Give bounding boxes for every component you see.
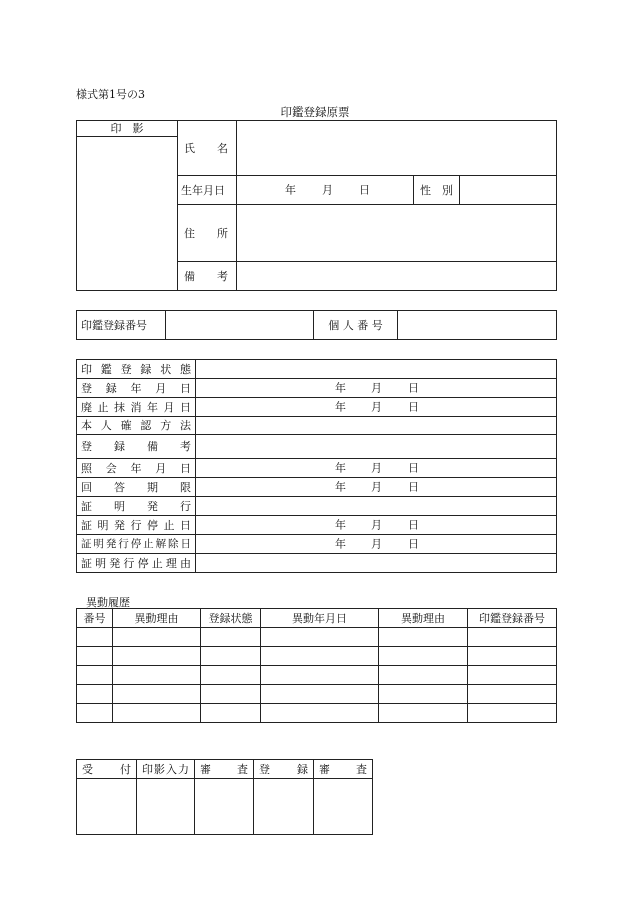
personal-number-label: 個 人 番 号 bbox=[314, 311, 398, 340]
history-cell[interactable] bbox=[261, 647, 379, 666]
remarks-field[interactable] bbox=[237, 262, 557, 291]
status-label: 登録備考 bbox=[77, 435, 196, 459]
history-cell[interactable] bbox=[77, 666, 113, 685]
form-title: 印鑑登録原票 bbox=[280, 105, 350, 119]
history-cell[interactable] bbox=[468, 628, 557, 647]
history-col-header: 異動理由 bbox=[379, 609, 468, 628]
history-row bbox=[77, 685, 557, 704]
registration-number-label: 印鑑登録番号 bbox=[77, 311, 166, 340]
status-label: 証明発行停止理由 bbox=[77, 554, 196, 573]
history-cell[interactable] bbox=[77, 704, 113, 723]
date-year-label: 年 bbox=[335, 461, 346, 475]
history-cell[interactable] bbox=[379, 666, 468, 685]
workflow-stamp-cell[interactable] bbox=[314, 779, 373, 835]
history-cell[interactable] bbox=[379, 704, 468, 723]
status-label: 廃止抹消年月日 bbox=[77, 398, 196, 417]
status-value[interactable] bbox=[196, 417, 557, 435]
date-year-label: 年 bbox=[335, 518, 346, 532]
history-cell[interactable] bbox=[261, 628, 379, 647]
history-cell[interactable] bbox=[113, 666, 201, 685]
workflow-header: 審 査 bbox=[314, 760, 373, 779]
birth-label: 生年月日 bbox=[178, 176, 237, 205]
history-cell[interactable] bbox=[77, 647, 113, 666]
status-row bbox=[77, 459, 557, 478]
date-month-label: 月 bbox=[371, 480, 382, 494]
name-label: 氏 名 bbox=[178, 121, 237, 176]
remarks-label: 備 考 bbox=[178, 262, 237, 291]
status-row bbox=[77, 435, 557, 459]
history-cell[interactable] bbox=[201, 628, 261, 647]
history-cell[interactable] bbox=[113, 704, 201, 723]
name-field[interactable] bbox=[237, 121, 557, 176]
date-year-label: 年 bbox=[335, 480, 346, 494]
history-heading: 異動履歴 bbox=[86, 596, 130, 609]
number-table bbox=[76, 310, 557, 340]
history-cell[interactable] bbox=[201, 704, 261, 723]
date-month-label: 月 bbox=[371, 381, 382, 395]
status-value[interactable] bbox=[196, 535, 557, 554]
workflow-stamp-cell[interactable] bbox=[195, 779, 254, 835]
status-value[interactable] bbox=[196, 435, 557, 459]
status-row bbox=[77, 535, 557, 554]
date-day-label: 日 bbox=[408, 537, 419, 551]
history-row bbox=[77, 666, 557, 685]
date-month-label: 月 bbox=[371, 400, 382, 414]
status-row bbox=[77, 497, 557, 516]
history-col-header: 登録状態 bbox=[201, 609, 261, 628]
status-value[interactable] bbox=[196, 398, 557, 417]
history-table bbox=[76, 608, 557, 723]
history-cell[interactable] bbox=[201, 666, 261, 685]
status-label: 証明発行停止解除日 bbox=[77, 535, 196, 554]
status-row bbox=[77, 360, 557, 379]
registration-number-field[interactable] bbox=[166, 311, 314, 340]
inkan-label: 印 影 bbox=[77, 121, 178, 137]
personal-number-field[interactable] bbox=[398, 311, 557, 340]
status-row bbox=[77, 516, 557, 535]
history-cell[interactable] bbox=[261, 704, 379, 723]
history-row bbox=[77, 628, 557, 647]
workflow-stamp-cell[interactable] bbox=[254, 779, 314, 835]
birth-month-label: 月 bbox=[322, 183, 333, 197]
status-row bbox=[77, 417, 557, 435]
workflow-stamp-cell[interactable] bbox=[77, 779, 137, 835]
status-label: 回答期限 bbox=[77, 478, 196, 497]
history-col-header: 番号 bbox=[77, 609, 113, 628]
inkan-stamp-area[interactable] bbox=[77, 137, 178, 291]
workflow-header: 登 録 bbox=[254, 760, 314, 779]
date-day-label: 日 bbox=[408, 480, 419, 494]
workflow-header: 印影入力 bbox=[137, 760, 195, 779]
history-cell[interactable] bbox=[379, 647, 468, 666]
history-cell[interactable] bbox=[468, 685, 557, 704]
status-value[interactable] bbox=[196, 554, 557, 573]
workflow-table bbox=[76, 759, 373, 835]
status-label: 印鑑登録状態 bbox=[77, 360, 196, 379]
date-year-label: 年 bbox=[335, 381, 346, 395]
history-cell[interactable] bbox=[113, 685, 201, 704]
workflow-header: 受 付 bbox=[77, 760, 137, 779]
birth-day-label: 日 bbox=[359, 183, 370, 197]
status-label: 照会年月日 bbox=[77, 459, 196, 478]
status-value[interactable] bbox=[196, 478, 557, 497]
birth-year-label: 年 bbox=[285, 183, 296, 197]
gender-field[interactable] bbox=[460, 176, 557, 205]
status-value[interactable] bbox=[196, 379, 557, 398]
date-month-label: 月 bbox=[371, 461, 382, 475]
history-cell[interactable] bbox=[113, 647, 201, 666]
history-cell[interactable] bbox=[201, 685, 261, 704]
workflow-stamp-cell[interactable] bbox=[137, 779, 195, 835]
status-label: 証明発行 bbox=[77, 497, 196, 516]
history-row bbox=[77, 647, 557, 666]
date-day-label: 日 bbox=[408, 518, 419, 532]
date-day-label: 日 bbox=[408, 400, 419, 414]
history-cell[interactable] bbox=[261, 666, 379, 685]
registrant-table bbox=[76, 120, 557, 291]
date-day-label: 日 bbox=[408, 461, 419, 475]
birth-date-field[interactable] bbox=[237, 176, 414, 205]
history-cell[interactable] bbox=[468, 704, 557, 723]
date-year-label: 年 bbox=[335, 537, 346, 551]
status-table bbox=[76, 359, 557, 573]
history-col-header: 印鑑登録番号 bbox=[468, 609, 557, 628]
history-cell[interactable] bbox=[379, 628, 468, 647]
status-row bbox=[77, 554, 557, 573]
history-cell[interactable] bbox=[201, 647, 261, 666]
status-value[interactable] bbox=[196, 360, 557, 379]
history-cell[interactable] bbox=[77, 685, 113, 704]
status-row bbox=[77, 398, 557, 417]
status-label: 証明発行停止日 bbox=[77, 516, 196, 535]
form-number: 様式第1号の3 bbox=[76, 88, 145, 101]
gender-label: 性 別 bbox=[414, 176, 460, 205]
address-label: 住 所 bbox=[178, 205, 237, 262]
history-cell[interactable] bbox=[77, 628, 113, 647]
status-label: 登録年月日 bbox=[77, 379, 196, 398]
date-month-label: 月 bbox=[371, 518, 382, 532]
date-year-label: 年 bbox=[335, 400, 346, 414]
status-label: 本人確認方法 bbox=[77, 417, 196, 435]
history-cell[interactable] bbox=[379, 685, 468, 704]
status-value[interactable] bbox=[196, 497, 557, 516]
date-month-label: 月 bbox=[371, 537, 382, 551]
address-field[interactable] bbox=[237, 205, 557, 262]
history-cell[interactable] bbox=[261, 685, 379, 704]
status-row bbox=[77, 478, 557, 497]
history-cell[interactable] bbox=[468, 647, 557, 666]
history-col-header: 異動理由 bbox=[113, 609, 201, 628]
status-row bbox=[77, 379, 557, 398]
status-value[interactable] bbox=[196, 459, 557, 478]
date-day-label: 日 bbox=[408, 381, 419, 395]
history-cell[interactable] bbox=[113, 628, 201, 647]
history-row bbox=[77, 704, 557, 723]
history-col-header: 異動年月日 bbox=[261, 609, 379, 628]
workflow-header: 審 査 bbox=[195, 760, 254, 779]
status-value[interactable] bbox=[196, 516, 557, 535]
history-cell[interactable] bbox=[468, 666, 557, 685]
